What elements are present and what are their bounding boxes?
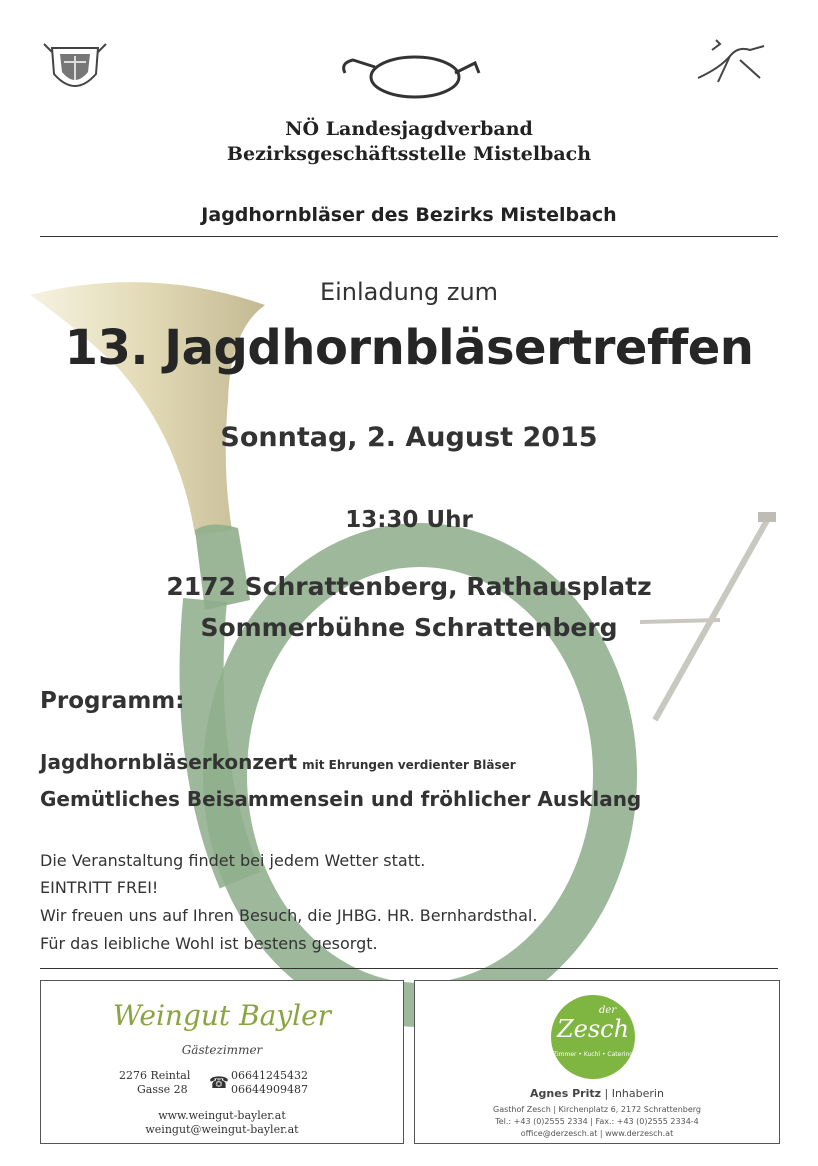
- zesch-logo-name: Zesch: [556, 1015, 630, 1043]
- zesch-person-name: Agnes Pritz: [530, 1087, 602, 1100]
- note-line-2: EINTRITT FREI!: [40, 878, 159, 897]
- zesch-person-role: | Inhaberin: [604, 1087, 664, 1100]
- leaping-deer-icon: [690, 38, 776, 88]
- event-location-1: 2172 Schrattenberg, Rathausplatz: [166, 572, 652, 601]
- bayler-phone-1: 06641245432: [231, 1069, 308, 1082]
- zesch-contact-person: [415, 1087, 779, 1100]
- event-title: 13. Jagdhornbläsertreffen: [64, 320, 754, 376]
- note-line-1: Die Veranstaltung findet bei jedem Wetter statt.: [40, 851, 426, 870]
- subtitle: Jagdhornbläser des Bezirks Mistelbach: [201, 204, 617, 226]
- zesch-phone: Tel.: +43 (0)2555 2334 | Fax.: +43 (0)2555 2334-4: [495, 1117, 699, 1126]
- bayler-subtitle: Gästezimmer: [181, 1043, 263, 1057]
- bayler-address-2: Gasse 28: [137, 1083, 188, 1096]
- zesch-logo-small: der: [599, 1005, 617, 1016]
- program-heading: Programm:: [40, 688, 185, 714]
- sponsor-gasthof-zesch: [414, 980, 780, 1144]
- sponsor-weingut-bayler: [40, 980, 404, 1144]
- header-divider: [40, 236, 778, 237]
- telephone-icon: ☎: [209, 1073, 229, 1092]
- bayler-email[interactable]: weingut@weingut-bayler.at: [145, 1123, 299, 1136]
- hunting-horn-logo-icon: [335, 45, 485, 105]
- event-date: Sonntag, 2. August 2015: [220, 422, 598, 453]
- org-line-2: Bezirksgeschäftsstelle Mistelbach: [226, 143, 592, 165]
- note-line-4: Für das leibliche Wohl ist bestens gesorgt.: [40, 934, 378, 953]
- zesch-logo-tagline: Zimmer • Kuchl • Catering: [552, 1051, 634, 1058]
- invitation-line: Einladung zum: [319, 278, 499, 306]
- program-item-1-note: mit Ehrungen verdienter Bläser: [302, 758, 516, 772]
- bayler-phone-2: 06644909487: [231, 1083, 308, 1096]
- zesch-email-web[interactable]: office@derzesch.at | www.derzesch.at: [520, 1129, 674, 1138]
- bayler-name: Weingut Bayler: [112, 999, 332, 1032]
- crest-icon: [42, 40, 108, 102]
- event-location-2: Sommerbühne Schrattenberg: [200, 613, 618, 642]
- bayler-address-1: 2276 Reintal: [119, 1069, 191, 1082]
- bayler-website[interactable]: www.weingut-bayler.at: [158, 1109, 286, 1122]
- event-time: 13:30 Uhr: [345, 507, 473, 533]
- footer-divider: [40, 968, 778, 969]
- program-item-1: [40, 750, 516, 774]
- org-line-1: NÖ Landesjagdverband: [285, 118, 533, 140]
- zesch-logo: [551, 995, 635, 1079]
- zesch-address: Gasthof Zesch | Kirchenplatz 6, 2172 Schrattenberg: [493, 1105, 701, 1114]
- program-item-1-main: Jagdhornbläserkonzert: [40, 750, 298, 774]
- note-line-3: Wir freuen uns auf Ihren Besuch, die JHBG. HR. Bernhardsthal.: [40, 906, 538, 925]
- program-item-2: Gemütliches Beisammensein und fröhlicher Ausklang: [40, 787, 642, 811]
